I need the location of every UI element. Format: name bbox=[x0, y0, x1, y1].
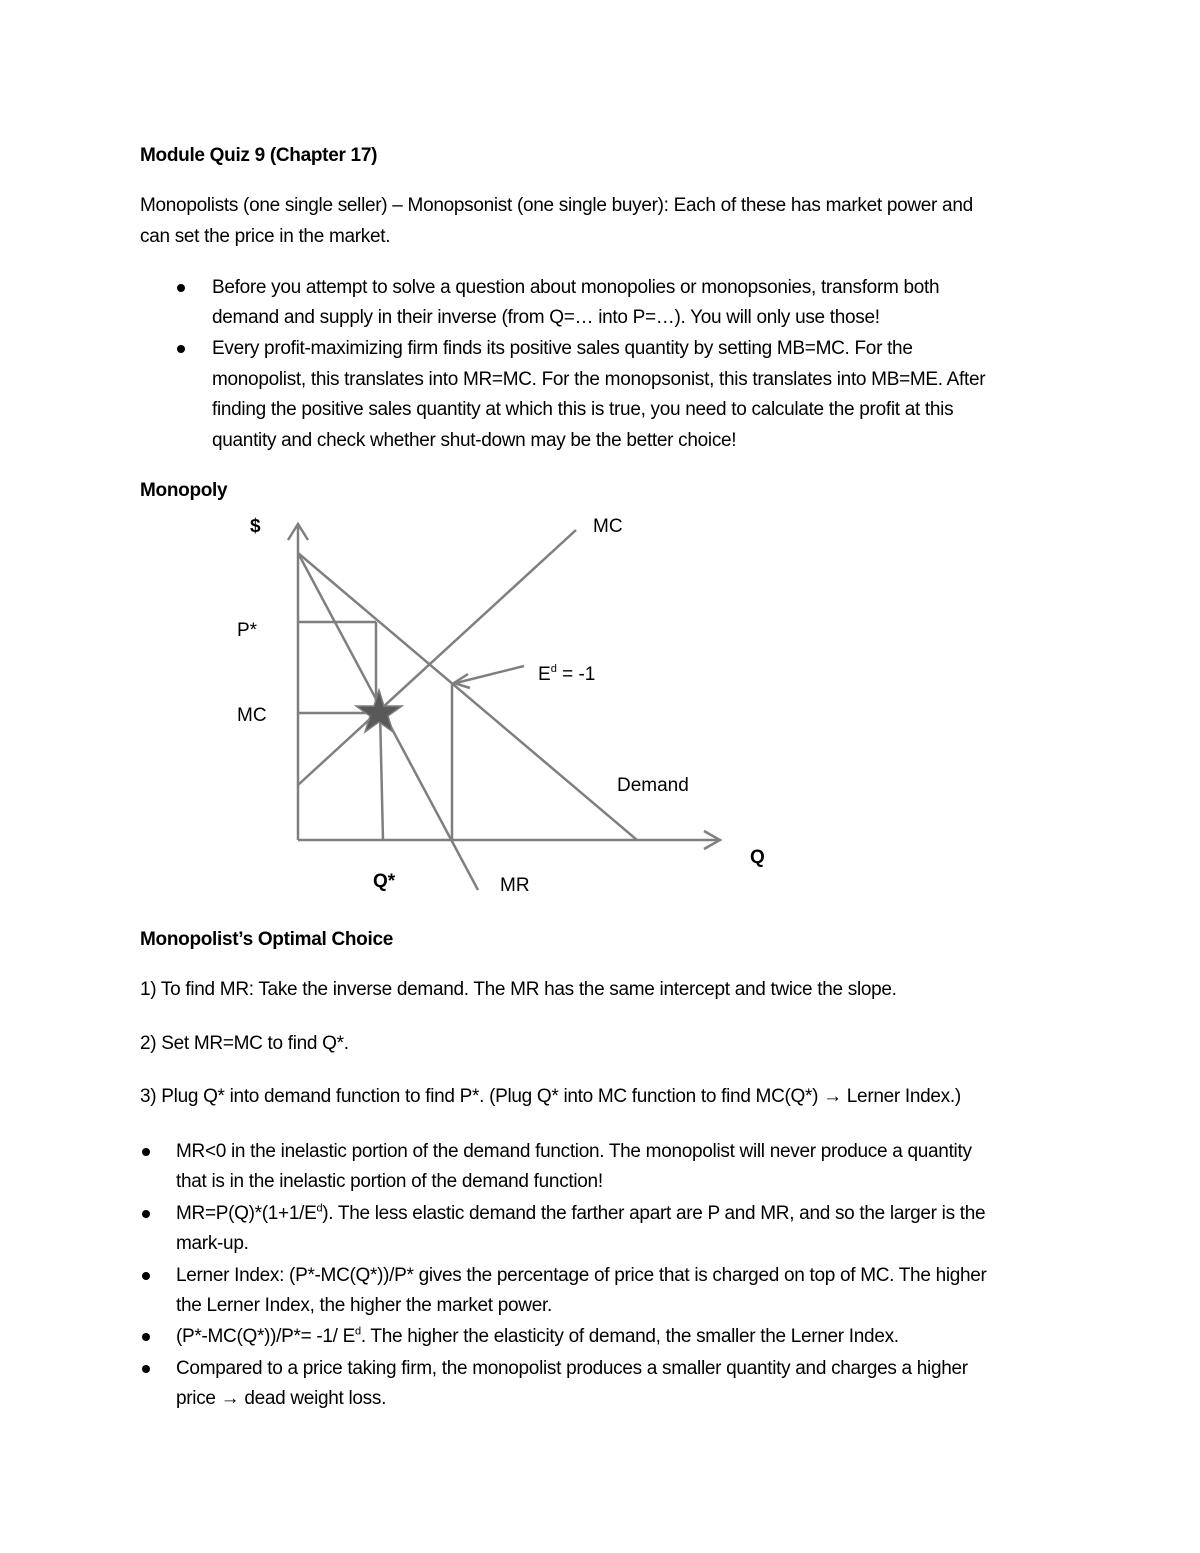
y-axis-label: $ bbox=[250, 516, 261, 537]
tip-1-line-2: demand and supply in their inverse (from Q=… into P=…). You will only use those! bbox=[212, 307, 880, 328]
section-heading-monopoly: Monopoly bbox=[140, 480, 228, 501]
note-5-line-1: Compared to a price taking firm, the monopolist produces a smaller quantity and charges a higher bbox=[176, 1358, 968, 1379]
document-title: Module Quiz 9 (Chapter 17) bbox=[140, 145, 378, 166]
mr-label: MR bbox=[500, 875, 530, 896]
bullet-dot bbox=[177, 345, 185, 353]
intro-line-1: Monopolists (one single seller) – Monopsonist (one single buyer): Each of these has market power and bbox=[140, 195, 973, 216]
note-4-line-1: (P*-MC(Q*))/P*= -1/ $E^d$. The higher the elasticity of demand, the smaller the Lerner Index. bbox=[176, 1325, 899, 1347]
step-2: 2) Set MR=MC to find Q*. bbox=[140, 1033, 349, 1054]
mc-axis-label: MC bbox=[237, 705, 267, 726]
intro-line-2: can set the price in the market. bbox=[140, 226, 391, 247]
bullet-dot bbox=[177, 284, 185, 292]
tip-2-line-2: monopolist, this translates into MR=MC. For the monopsonist, this translates into MB=ME. After bbox=[212, 369, 986, 390]
q-star-guide bbox=[380, 712, 383, 840]
bullet-dot bbox=[142, 1210, 150, 1218]
note-3-line-2: the Lerner Index, the higher the market power. bbox=[176, 1295, 552, 1316]
step-1: 1) To find MR: Take the inverse demand. The MR has the same intercept and twice the slope. bbox=[140, 979, 897, 1000]
tip-2-line-1: Every profit-maximizing firm finds its positive sales quantity by setting MB=MC. For the bbox=[212, 338, 913, 359]
bullet-dot bbox=[142, 1333, 150, 1341]
note-2-line-2: mark-up. bbox=[176, 1233, 249, 1254]
demand-curve bbox=[298, 553, 637, 840]
mc-curve-label: MC bbox=[593, 516, 623, 537]
step-3: 3) Plug Q* into demand function to find P*. (Plug Q* into MC function to find MC(Q*) → Lerner Index.) bbox=[140, 1086, 961, 1107]
note-1-line-1: MR<0 in the inelastic portion of the demand function. The monopolist will never produce a quantity bbox=[176, 1141, 972, 1162]
p-star-label: P* bbox=[237, 620, 258, 641]
monopoly-diagram bbox=[0, 500, 1200, 920]
q-star-label: Q* bbox=[373, 871, 396, 892]
mc-curve bbox=[298, 530, 576, 785]
note-3-line-1: Lerner Index: (P*-MC(Q*))/P* gives the percentage of price that is charged on top of MC. The higher bbox=[176, 1265, 987, 1286]
elasticity-label: $E^d = -1$ bbox=[538, 663, 596, 685]
tip-2-line-4: quantity and check whether shut-down may be the better choice! bbox=[212, 430, 737, 451]
section-heading-optimal-choice: Monopolist’s Optimal Choice bbox=[140, 929, 393, 950]
tip-1-line-1: Before you attempt to solve a question about monopolies or monopsonies, transform both bbox=[212, 277, 940, 298]
bullet-dot bbox=[142, 1272, 150, 1280]
note-5-line-2: price → dead weight loss. bbox=[176, 1388, 387, 1409]
tip-2-line-3: finding the positive sales quantity at which this is true, you need to calculate the profit at this bbox=[212, 399, 954, 420]
bullet-dot bbox=[142, 1365, 150, 1373]
bullet-dot bbox=[142, 1148, 150, 1156]
note-1-line-2: that is in the inelastic portion of the demand function! bbox=[176, 1171, 603, 1192]
x-axis-label: Q bbox=[750, 847, 765, 868]
note-2-line-1: $MR=P(Q)*(1+1/E^d)$. The less elastic demand the farther apart are P and MR, and so the larger is the bbox=[176, 1202, 986, 1224]
demand-label: Demand bbox=[617, 775, 689, 796]
